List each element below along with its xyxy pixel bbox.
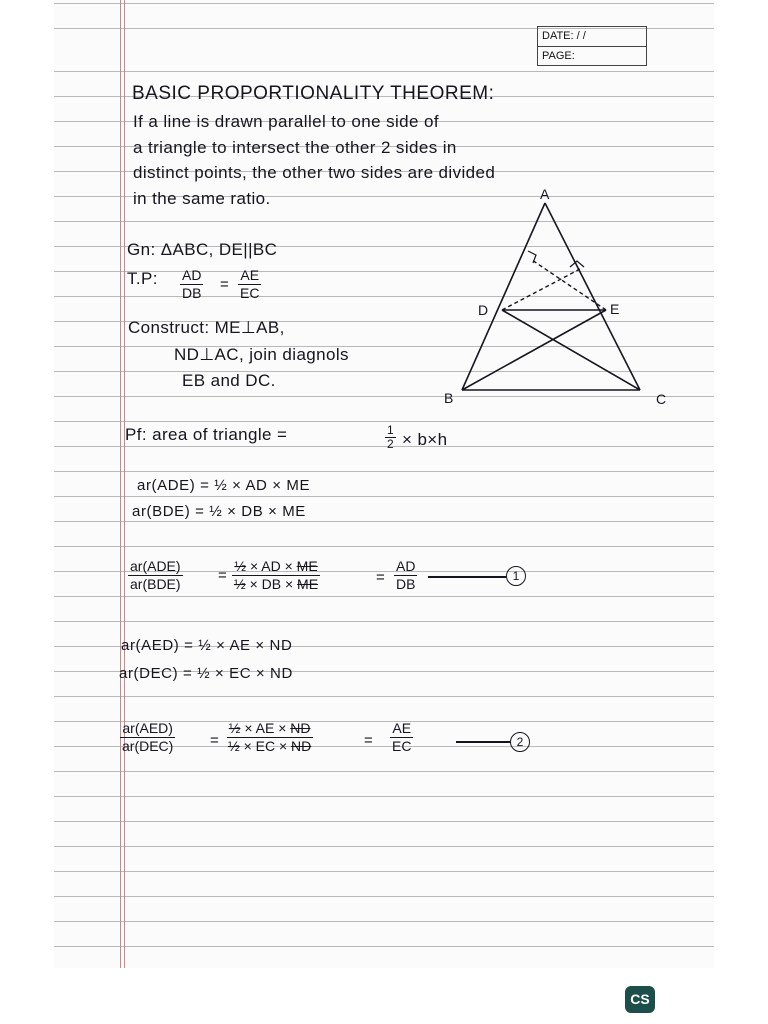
fraction-numerator: AD (396, 558, 416, 574)
proof-intro-rest: × b×h (402, 430, 448, 449)
cancelled-half: ½ (234, 576, 246, 592)
date-label: DATE: / / (538, 27, 646, 47)
margin-line-inner (124, 0, 125, 968)
vertex-label-A: A (540, 186, 550, 202)
diagonal-EB (462, 310, 606, 390)
cancelled-height: ME (296, 558, 318, 574)
ratio1-equals-1: = (218, 567, 228, 584)
half-fraction (385, 424, 396, 451)
fraction-denominator: ar(BDE) (130, 576, 181, 592)
equation-marker-2: 2 (510, 732, 530, 752)
ratio2-mid-fraction (226, 720, 313, 755)
construct-line-2: ND⊥AC, join diagnols (174, 345, 349, 364)
ratio1-rhs-fraction (394, 558, 417, 593)
statement-line-2: a triangle to intersect the other 2 sides in (133, 138, 457, 157)
construct-line-1: Construct: ME⊥AB, (128, 318, 285, 337)
fraction-denominator: DB (396, 576, 416, 592)
cancelled-height: ME (297, 576, 319, 592)
fraction-numerator: AD (182, 267, 202, 283)
vertex-label-B: B (444, 390, 454, 406)
date-page-box (537, 26, 647, 66)
given-line: Gn: ΔABC, DE||BC (127, 240, 278, 259)
statement-line-1: If a line is drawn parallel to one side of (133, 112, 439, 131)
ratio1-lhs-fraction (128, 558, 183, 593)
vertex-label-D: D (478, 302, 489, 318)
ratio2-equals-1: = (210, 732, 220, 749)
to-prove-rhs-fraction (238, 267, 261, 302)
to-prove-label: T.P: (127, 269, 158, 288)
ratio1-mid-fraction (232, 558, 320, 593)
fraction-denominator (226, 738, 313, 755)
denominator-middle: × EC × (239, 738, 292, 754)
ratio2-rhs-fraction (390, 720, 413, 755)
ratio1-equals-2: = (376, 569, 386, 586)
ratio2-leader-line (456, 741, 510, 743)
margin-line (120, 0, 121, 968)
ratio1-leader-line (428, 576, 506, 578)
statement-line-3: distinct points, the other two sides are divided (133, 163, 496, 182)
to-prove-lhs-fraction (180, 267, 203, 302)
scanner-logo: CS (625, 986, 655, 1013)
fraction-denominator: ar(DEC) (122, 738, 174, 754)
fraction-denominator: EC (392, 738, 412, 754)
fraction-numerator: AE (392, 720, 412, 736)
cancelled-height: ND (290, 720, 311, 736)
fraction-denominator: 2 (387, 437, 394, 451)
proof-intro-text: Pf: area of triangle = (125, 425, 288, 444)
statement-line-4: in the same ratio. (133, 189, 271, 208)
eq-area-bde: ar(BDE) = ½ × DB × ME (132, 503, 306, 520)
to-prove-equals: = (220, 276, 230, 293)
equation-marker-1: 1 (506, 566, 526, 586)
cancelled-half: ½ (228, 720, 241, 736)
page-label: PAGE: (542, 50, 575, 62)
ratio2-equals-2: = (364, 732, 374, 749)
fraction-denominator: EC (240, 285, 260, 301)
eq-area-ade: ar(ADE) = ½ × AD × ME (137, 477, 311, 494)
fraction-numerator (227, 720, 313, 738)
cancelled-half: ½ (228, 738, 240, 754)
fraction-numerator (232, 558, 319, 576)
eq-area-dec: ar(DEC) = ½ × EC × ND (119, 665, 293, 682)
cancelled-height: ND (291, 738, 312, 754)
construct-line-3: EB and DC. (182, 371, 276, 390)
fraction-numerator: ar(ADE) (130, 558, 181, 574)
ratio2-lhs-fraction (120, 720, 175, 755)
theorem-title: BASIC PROPORTIONALITY THEOREM: (132, 83, 495, 104)
eq-area-aed: ar(AED) = ½ × AE × ND (121, 637, 293, 654)
triangle-diagram (440, 185, 700, 410)
fraction-denominator (232, 576, 320, 593)
fraction-denominator: DB (182, 285, 202, 301)
side-AB (462, 203, 545, 390)
cancelled-half: ½ (234, 558, 247, 574)
fraction-numerator: 1 (387, 423, 394, 437)
denominator-middle: × DB × (245, 576, 298, 592)
numerator-middle: × AD × (246, 558, 297, 574)
vertex-label-C: C (656, 391, 667, 407)
fraction-numerator: AE (240, 267, 260, 283)
numerator-middle: × AE × (240, 720, 291, 736)
fraction-numerator: ar(AED) (122, 720, 173, 736)
vertex-label-E: E (610, 301, 620, 317)
